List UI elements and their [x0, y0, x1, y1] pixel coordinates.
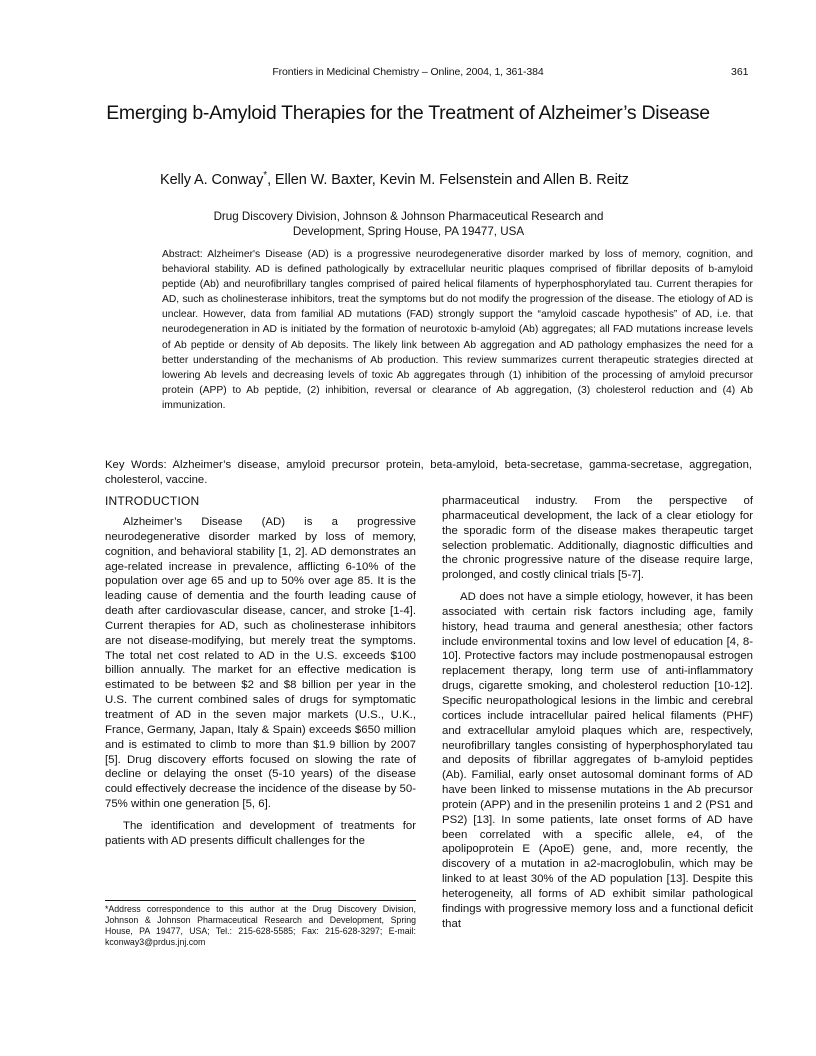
article-title: Emerging b-Amyloid Therapies for the Treatment of Alzheimer’s Disease — [106, 102, 710, 124]
section-heading-introduction: INTRODUCTION — [105, 494, 200, 508]
right-column — [442, 494, 753, 938]
affiliation-line-1: Drug Discovery Division, Johnson & Johnson Pharmaceutical Research and — [213, 210, 604, 223]
body-paragraph: AD does not have a simple etiology, however, it has been associated with certain risk factors including age, family history, head trauma and general anesthesia; other factors include environmental toxins and low level of education [4, 8-10]. Protective factors may include postmenopausal estrogen replacement therapy, long term use of anti-inflammatory drugs, cigarette smoking, and cholesterol reduction [10-12]. Specific neuropathological lesions in the limbic and cerebral cortices include intracellular paired helical filaments (PHF) and extracellular amyloid plaques which are, respectively, neurofibrillary tangles consisting of hyperphosphorylated tau and deposits of fibrillar aggregates of b-amyloid peptides (Ab). Familial, early onset autosomal dominant forms of AD have been linked to missense mutations in the Ab precursor protein (APP) and in the presenilin proteins 1 and 2 (PS1 and PS2) [13]. In some patients, late onset forms of AD have been correlated with a specific allele, e4, of the apolipoprotein E (ApoE) gene, and, more recently, the discovery of a mutation in a2-macroglobulin, which may be linked to at least 30% of the AD population [13]. Despite this heterogeneity, all forms of AD exhibit similar pathological findings with progressive memory loss and a functional deficit that — [442, 591, 753, 930]
keywords: Key Words: Alzheimer’s disease, amyloid precursor protein, beta-amyloid, beta-secretase, gamma-secretase, aggregation, cholesterol, vaccine. — [105, 459, 752, 486]
abstract: Abstract: Alzheimer's Disease (AD) is a progressive neurodegenerative disorder marked by loss of memory, cognition, and behavioral stability. AD is defined pathologically by extracellular neuritic plaques comprised of fibrillar deposits of b-amyloid peptide (Ab) and neurofibrillary tangles comprised of paired helical filaments of hyperphosphorylated tau. Current therapies for AD, such as cholinesterase inhibitors, treat the symptoms but do not modify the progression of the disease. The etiology of AD is unclear. However, data from familial AD mutations (FAD) strongly support the “amyloid cascade hypothesis” of AD, i.e. that neurodegeneration in AD is initiated by the formation of neurotoxic b-amyloid (Ab) aggregates; all FAD mutations increase levels of Ab peptide or density of Ab deposits. The likely link between Ab aggregation and AD pathology emphasizes the need for a better understanding of the mechanisms of Ab production. This review summarizes current therapeutic strategies directed at lowering Ab levels and decreasing levels of toxic Ab aggregates through (1) inhibition of the processing of amyloid precursor protein (APP) to Ab peptide, (2) inhibition, reversal or clearance of Ab aggregation, (3) cholesterol reduction and (4) Ab immunization. — [162, 249, 753, 411]
affiliation — [160, 209, 657, 239]
body-paragraph: pharmaceutical industry. From the perspective of pharmaceutical development, the lack of a clear etiology for the sporadic form of the disease makes therapeutic target selection problematic. Additionally, diagnostic difficulties and the chronic progressive nature of the disease require large, prolonged, and costly clinical trials [5-7]. — [442, 495, 753, 582]
page-number: 361 — [731, 66, 749, 78]
co-authors: , Ellen W. Baxter, Kevin M. Felsenstein and Allen B. Reitz — [267, 171, 629, 188]
running-head: Frontiers in Medicinal Chemistry – Online, 2004, 1, 361-384 — [272, 66, 544, 78]
corresponding-author-marker: * — [263, 170, 268, 181]
author-list — [160, 170, 629, 188]
footnote-divider — [105, 900, 416, 901]
correspondence-footnote: *Address correspondence to this author at the Drug Discovery Division, Johnson & Johnson Pharmaceutical Research and Development, Spring House, PA 19477, USA; Tel.: 215-628-5585; Fax: 215-628-3297; E-mail: kconway3@prdus.jnj.com — [105, 904, 416, 947]
body-paragraph: Alzheimer’s Disease (AD) is a progressive neurodegenerative disorder marked by loss of memory, cognition, and behavioral stability [1, 2]. AD demonstrates an age-related increase in prevalence, afflicting 6-10% of the population over age 65 and up to 50% over age 85. It is the leading cause of dementia and the fourth leading cause of death after cardiovascular disease, cancer, and stroke [1-4]. Current therapies for AD, such as cholinesterase inhibitors are not disease-modifying, but merely treat the symptoms. The total net cost related to AD in the U.S. exceeds $100 billion annually. The market for an effective medication is estimated to be between $2 and $8 billion per year in the U.S. The current combined sales of drugs for symptomatic treatment of AD in the seven major markets (U.S., U.K., France, Germany, Japan, Italy & Spain) exceeds $650 million and is estimated to climb to more than $1.9 billion by 2007 [5]. Drug discovery efforts focused on slowing the rate of decline or delaying the onset (5-10 years) of the disease could effectively decrease the incidence of the disease by 50-75% within one generation [5, 6]. — [105, 516, 416, 811]
left-column — [105, 494, 416, 856]
affiliation-line-2: Development, Spring House, PA 19477, USA — [292, 225, 525, 238]
body-paragraph: The identification and development of treatments for patients with AD presents difficult challenges for the — [105, 819, 416, 847]
corresponding-author: Kelly A. Conway — [160, 171, 264, 188]
